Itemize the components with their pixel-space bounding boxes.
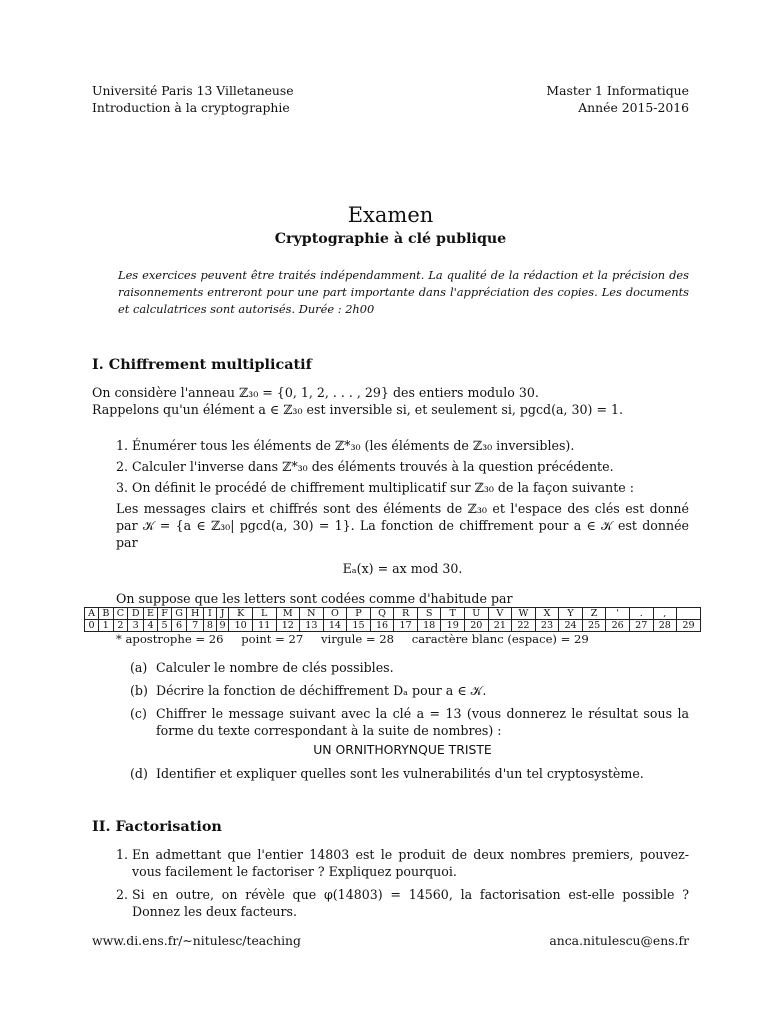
section-2-title: II. Factorisation <box>92 818 222 836</box>
section-1-subquestions <box>92 659 689 739</box>
table-cell-letter: Z <box>582 607 606 619</box>
page-subtitle: Cryptographie à clé publique <box>274 231 507 247</box>
table-cell-letter: O <box>323 607 347 619</box>
subquestion-a <box>92 659 689 676</box>
table-cell-letter: F <box>158 607 172 619</box>
question-number: (a) <box>130 659 148 675</box>
page-title: Examen <box>347 203 434 227</box>
question-number: (c) <box>130 705 147 721</box>
table-cell-number: 23 <box>535 619 559 631</box>
cipher-definition: Les messages clairs et chiffrés sont des éléments de ℤ₃₀ et l'espace des clés est donné par 𝒦 = {a ∈ ℤ₃₀| pgcd(a, 30) = 1}. La fonction de chiffrement pour a ∈ 𝒦 est donnée par <box>116 501 689 551</box>
section-1-title: I. Chiffrement multiplicatif <box>92 356 312 374</box>
table-cell-letter: H <box>187 607 204 619</box>
table-row-letters <box>85 607 701 619</box>
table-cell-letter: J <box>216 607 229 619</box>
note-comma: virgule = 28 <box>320 631 395 646</box>
table-cell-letter: Q <box>370 607 394 619</box>
table-cell-number: 27 <box>629 619 653 631</box>
table-cell-number: 5 <box>158 619 172 631</box>
table-cell-number: 15 <box>347 619 371 631</box>
question-text: Identifier et expliquer quelles sont les vulnerabilités d'un tel cryptosystème. <box>156 766 644 782</box>
table-cell-letter: P <box>347 607 371 619</box>
subquestion-b <box>92 682 689 699</box>
intro-line-2: Rappelons qu'un élément a ∈ ℤ₃₀ est inversible si, et seulement si, pgcd(a, 30) = 1. <box>92 402 624 418</box>
table-cell-letter: W <box>512 607 536 619</box>
encoding-intro: On suppose que les letters sont codées comme d'habitude par <box>116 590 513 606</box>
table-cell-letter: N <box>300 607 324 619</box>
header-left <box>92 82 294 116</box>
table-cell-number: 29 <box>677 619 701 631</box>
table-row-numbers <box>85 619 701 631</box>
table-cell-number: 13 <box>300 619 324 631</box>
table-cell-letter: X <box>535 607 559 619</box>
table-cell-number: 28 <box>653 619 677 631</box>
table-cell-number: 17 <box>394 619 418 631</box>
table-cell-letter: E <box>143 607 157 619</box>
table-cell-number: 22 <box>512 619 536 631</box>
question-text: On définit le procédé de chiffrement multiplicatif sur ℤ₃₀ de la façon suivante : <box>132 480 634 496</box>
question-number: 2. <box>116 886 129 902</box>
note-space: caractère blanc (espace) = 29 <box>411 631 589 646</box>
table-cell-letter: T <box>441 607 465 619</box>
table-cell-number: 9 <box>216 619 229 631</box>
footer-email: anca.nitulescu@ens.fr <box>549 933 689 948</box>
section-1-subquestions-cont <box>92 765 689 782</box>
table-cell-letter: V <box>488 607 512 619</box>
table-cell-number: 1 <box>99 619 113 631</box>
encoding-note <box>116 632 689 647</box>
section-2-questions <box>92 846 689 920</box>
plaintext-message: UN ORNITHORYNQUE TRISTE <box>313 741 492 757</box>
table-cell-letter: U <box>465 607 489 619</box>
subquestion-d <box>92 765 689 782</box>
table-cell-number: 16 <box>370 619 394 631</box>
section-1-questions <box>92 437 689 496</box>
question-text: Calculer l'inverse dans ℤ*₃₀ des éléments trouvés à la question précédente. <box>132 459 614 475</box>
table-cell-number: 20 <box>465 619 489 631</box>
table-cell-letter: ' <box>606 607 630 619</box>
intro-line-1: On considère l'anneau ℤ₃₀ = {0, 1, 2, . . . , 29} des entiers modulo 30. <box>92 385 539 401</box>
university-name: Université Paris 13 Villetaneuse <box>92 83 294 98</box>
encoding-table <box>84 607 701 632</box>
question-number: 3. <box>116 480 129 496</box>
question-text: En admettant que l'entier 14803 est le produit de deux nombres premiers, pouvez-vous facilement le factoriser ? Expliquez pourquoi. <box>132 846 689 879</box>
question-1-2 <box>92 458 689 475</box>
table-cell-letter: B <box>99 607 113 619</box>
table-cell-letter: I <box>204 607 217 619</box>
table-cell-letter: D <box>128 607 144 619</box>
table-cell-letter: S <box>417 607 441 619</box>
question-text: Si en outre, on révèle que φ(14803) = 14560, la factorisation est-elle possible ? Donnez les deux facteurs. <box>132 886 689 919</box>
encryption-formula: Eₐ(x) = ax mod 30. <box>342 561 463 577</box>
table-cell-number: 18 <box>417 619 441 631</box>
table-cell-number: 0 <box>85 619 99 631</box>
exam-instructions: Les exercices peuvent être traités indépendamment. La qualité de la rédaction et la précision des raisonnements entreront pour une part importante dans l'appréciation des copies. Les documents et calculatrices sont autorisés. Durée : 2h00 <box>118 268 689 317</box>
question-number: (d) <box>130 766 148 782</box>
table-cell-number: 10 <box>229 619 253 631</box>
table-cell-number: 8 <box>204 619 217 631</box>
section-1-intro <box>92 384 689 418</box>
question-1-3 <box>92 479 689 496</box>
note-point: point = 27 <box>241 631 304 646</box>
table-cell-number: 24 <box>559 619 583 631</box>
question-2-1 <box>92 846 689 880</box>
table-cell-number: 7 <box>187 619 204 631</box>
question-number: 1. <box>116 438 129 454</box>
academic-year: Année 2015-2016 <box>578 100 689 115</box>
table-cell-number: 2 <box>113 619 128 631</box>
table-cell-number: 26 <box>606 619 630 631</box>
note-apostrophe: * apostrophe = 26 <box>116 631 224 646</box>
table-cell-letter: . <box>629 607 653 619</box>
question-2-2 <box>92 886 689 920</box>
table-cell-number: 14 <box>323 619 347 631</box>
exam-page <box>88 82 695 924</box>
header-right <box>546 82 689 116</box>
question-number: 2. <box>116 459 129 475</box>
table-cell-letter: R <box>394 607 418 619</box>
table-cell-letter: K <box>229 607 253 619</box>
question-1-1 <box>92 437 689 454</box>
page-footer <box>92 933 689 949</box>
table-cell-letter: C <box>113 607 128 619</box>
table-cell-number: 21 <box>488 619 512 631</box>
subquestion-c <box>92 705 689 739</box>
question-number: (b) <box>130 682 148 698</box>
course-name: Introduction à la cryptographie <box>92 100 290 115</box>
question-text: Chiffrer le message suivant avec la clé a = 13 (vous donnerez le résultat sous la forme du texte correspondant à la suite de nombres) : <box>156 705 689 738</box>
table-cell-letter: A <box>85 607 99 619</box>
table-cell-letter <box>677 607 701 619</box>
program-name: Master 1 Informatique <box>546 83 689 98</box>
table-cell-number: 4 <box>143 619 157 631</box>
table-cell-number: 11 <box>252 619 276 631</box>
table-cell-number: 12 <box>276 619 300 631</box>
table-cell-letter: M <box>276 607 300 619</box>
footer-url: www.di.ens.fr/∼nitulesc/teaching <box>92 933 301 948</box>
question-text: Calculer le nombre de clés possibles. <box>156 659 394 675</box>
table-cell-letter: , <box>653 607 677 619</box>
question-text: Décrire la fonction de déchiffrement Dₐ pour a ∈ 𝒦. <box>156 682 487 698</box>
table-cell-number: 6 <box>171 619 186 631</box>
document-header <box>92 82 689 116</box>
table-cell-letter: G <box>171 607 186 619</box>
table-cell-letter: Y <box>559 607 583 619</box>
table-cell-number: 19 <box>441 619 465 631</box>
question-text: Énumérer tous les éléments de ℤ*₃₀ (les éléments de ℤ₃₀ inversibles). <box>132 438 575 454</box>
question-number: 1. <box>116 846 129 862</box>
table-cell-number: 3 <box>128 619 144 631</box>
table-cell-number: 25 <box>582 619 606 631</box>
table-cell-letter: L <box>252 607 276 619</box>
